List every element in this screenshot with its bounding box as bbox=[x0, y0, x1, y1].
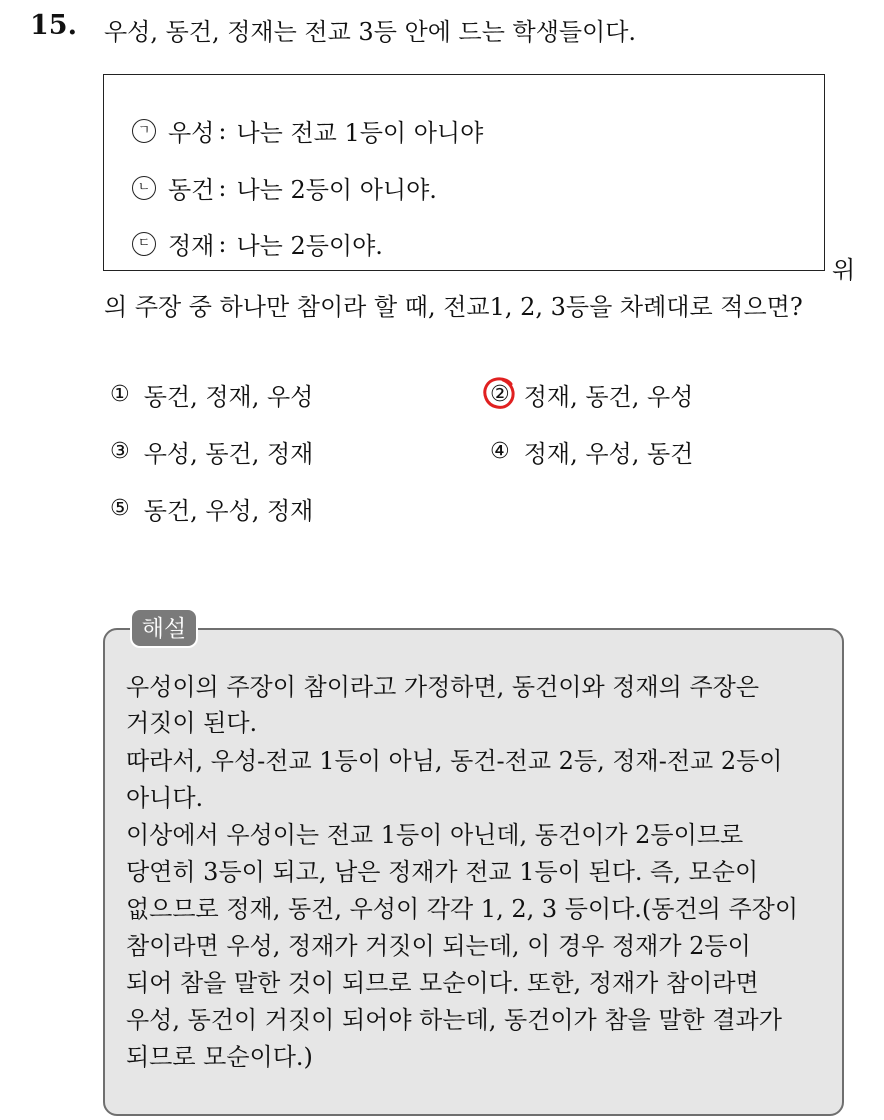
answer-circle-mark bbox=[481, 375, 517, 411]
choice-number: ③ bbox=[110, 439, 130, 464]
statement-item bbox=[132, 226, 383, 261]
explanation-line: 없으므로 정재, 동건, 우성이 각각 1, 2, 3 등이다.(동건의 주장이 bbox=[126, 895, 799, 923]
choice-text: 동건, 우성, 정재 bbox=[143, 497, 314, 525]
explanation-line: 아니다. bbox=[126, 784, 204, 812]
statement-speaker: 동건 bbox=[168, 176, 215, 204]
choice-3[interactable] bbox=[110, 434, 313, 469]
choice-number: ① bbox=[110, 382, 130, 407]
statement-text: 나는 2등이야. bbox=[236, 232, 383, 260]
question-stem-trailing-word: 위 bbox=[832, 256, 856, 284]
choice-2[interactable] bbox=[490, 377, 693, 412]
statement-text: 나는 2등이 아니야. bbox=[236, 176, 437, 204]
explanation-line: 이상에서 우성이는 전교 1등이 아닌데, 동건이가 2등이므로 bbox=[126, 821, 744, 849]
statement-speaker: 정재 bbox=[168, 232, 215, 260]
statement-item bbox=[132, 113, 483, 148]
choice-text: 정재, 우성, 동건 bbox=[523, 440, 694, 468]
statement-item bbox=[132, 170, 437, 205]
choice-text: 우성, 동건, 정재 bbox=[143, 440, 314, 468]
statement-colon: : bbox=[218, 229, 227, 258]
choice-number-glyph: ② bbox=[490, 382, 510, 407]
statement-colon: : bbox=[218, 173, 227, 202]
explanation-line: 따라서, 우성-전교 1등이 아님, 동건-전교 2등, 정재-전교 2등이 bbox=[126, 747, 783, 775]
explanation-line: 거짓이 된다. bbox=[126, 709, 258, 737]
explanation-line: 우성, 동건이 거짓이 되어야 하는데, 동건이가 참을 말한 결과가 bbox=[126, 1006, 782, 1034]
explanation-line: 참이라면 우성, 정재가 거짓이 되는데, 이 경우 정재가 2등이 bbox=[126, 932, 751, 960]
choice-4[interactable] bbox=[490, 434, 693, 469]
question-stem: 우성, 동건, 정재는 전교 3등 안에 드는 학생들이다. bbox=[104, 18, 637, 46]
explanation-line: 되므로 모순이다.) bbox=[126, 1043, 313, 1071]
explanation-line: 당연히 3등이 되고, 남은 정재가 전교 1등이 된다. 즉, 모순이 bbox=[126, 858, 759, 886]
choice-5[interactable] bbox=[110, 491, 313, 526]
statement-marker: ㄴ bbox=[132, 176, 156, 200]
question-stem-continuation: 의 주장 중 하나만 참이라 할 때, 전교1, 2, 3등을 차례대로 적으면? bbox=[104, 293, 803, 321]
statement-marker: ㄷ bbox=[132, 232, 156, 256]
statement-box bbox=[103, 74, 825, 271]
explanation-label: 해설 bbox=[130, 608, 198, 648]
statement-text: 나는 전교 1등이 아니야 bbox=[236, 119, 484, 147]
choice-number: ④ bbox=[490, 439, 510, 464]
explanation-line: 되어 참을 말한 것이 되므로 모순이다. 또한, 정재가 참이라면 bbox=[126, 969, 759, 997]
choice-number: ⑤ bbox=[110, 496, 130, 521]
choice-text: 정재, 동건, 우성 bbox=[523, 383, 694, 411]
question-number: 15. bbox=[30, 10, 77, 41]
statement-marker: ㄱ bbox=[132, 119, 156, 143]
explanation-line: 우성이의 주장이 참이라고 가정하면, 동건이와 정재의 주장은 bbox=[126, 673, 760, 701]
choice-number bbox=[490, 382, 510, 407]
choice-1[interactable] bbox=[110, 377, 313, 412]
statement-colon: : bbox=[218, 116, 227, 145]
statement-speaker: 우성 bbox=[168, 119, 215, 147]
choice-text: 동건, 정재, 우성 bbox=[143, 383, 314, 411]
